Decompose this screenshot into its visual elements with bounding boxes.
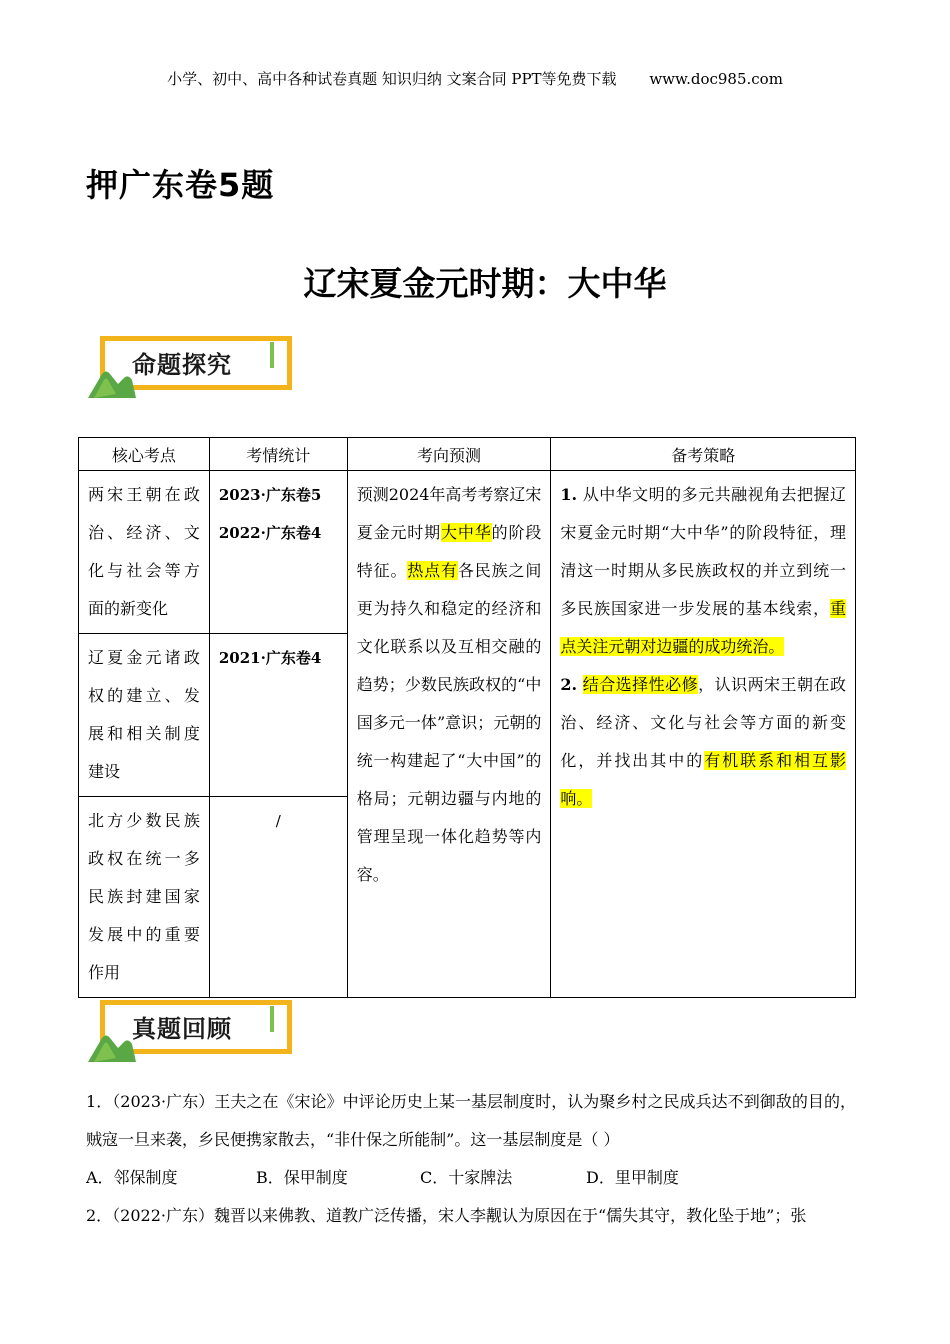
topic-cell: 辽夏金元诸政权的建立、发展和相关制度建设 (88, 648, 200, 781)
page-subtitle: 辽宋夏金元时期：大中华 (303, 264, 667, 303)
section-badge-explore (88, 336, 298, 402)
plan-table (78, 437, 856, 998)
forecast-text: 各民族之间更为持久和稳定的经济和文化联系以及互相交融的趋势；少数民族政权的“中国多元一体”意识；元朝的统一构建起了“大中国”的格局；元朝边疆与内地的管理呈现一体化趋势等内容。 (356, 561, 542, 884)
table-header-cell: 备考策略 (551, 438, 856, 471)
section-badge-review (88, 1000, 298, 1066)
badge-label: 命题探究 (132, 351, 232, 379)
badge-accent-bar (270, 342, 274, 368)
forecast-highlight: 大中华 (441, 523, 492, 542)
option-b[interactable]: B．保甲制度 (256, 1168, 348, 1187)
page-header (0, 68, 950, 89)
stat-cell (211, 472, 346, 556)
strategy-text: ，认识两宋王朝在政治、经济、文化与社会等方面的新变化，并找出其中的 (560, 675, 846, 770)
strategy-number: 2. (560, 675, 578, 694)
strategy-highlight: 重点关注元朝对边疆的成功统治。 (560, 599, 846, 656)
strategy-highlight: 结合选择性必修 (582, 675, 699, 694)
strategy-number: 1. (560, 485, 578, 504)
table-header-cell: 核心考点 (79, 438, 210, 471)
forecast-text: 预测2024年高考考察辽宋夏金元时期 (356, 485, 542, 542)
stat-cell: 2021·广东卷4 (218, 649, 322, 667)
forecast-highlight: 热点有 (407, 561, 458, 580)
strategy-text: 从中华文明的多元共融视角去把握辽宋夏金元时期“大中华”的阶段特征，理清这一时期从多民族政权的并立到统一多民族国家进一步发展的基本线索， (560, 485, 846, 618)
table-header-cell: 考向预测 (347, 438, 551, 471)
mountain-icon (88, 360, 136, 398)
question-1-options (86, 1159, 856, 1197)
topic-cell: 北方少数民族政权在统一多民族封建国家发展中的重要作用 (88, 811, 200, 982)
stat-line: 2022·广东卷4 (218, 524, 322, 542)
question-1: 1．（2023·广东）王夫之在《宋论》中评论历史上某一基层制度时，认为聚乡村之民成兵达不到御敌的目的，贼寇一旦来袭，乡民便携家散去，“非什保之所能制”。这一基层制度是（ ） (86, 1092, 856, 1149)
table-row (79, 471, 856, 634)
mountain-icon (88, 1024, 136, 1062)
table-header-cell: 考情统计 (209, 438, 347, 471)
page-title: 押广东卷5题 (86, 166, 275, 204)
forecast-cell (349, 472, 550, 898)
strategy-cell (552, 472, 854, 822)
forecast-text: 的阶段特征。 (356, 523, 542, 580)
option-a[interactable]: A．邻保制度 (86, 1168, 178, 1187)
stat-cell: / (275, 812, 281, 830)
option-d[interactable]: D．里甲制度 (586, 1168, 679, 1187)
question-list (86, 1083, 856, 1235)
header-url[interactable]: www.doc985.com (649, 70, 783, 88)
badge-accent-bar (270, 1006, 274, 1032)
question-2: 2．（2022·广东）魏晋以来佛教、道教广泛传播，宋人李觏认为原因在于“儒失其守，教化坠于地”；张 (86, 1206, 807, 1225)
header-text: 小学、初中、高中各种试卷真题 知识归纳 文案合同 PPT等免费下载 (167, 70, 617, 88)
topic-cell: 两宋王朝在政治、经济、文化与社会等方面的新变化 (88, 485, 200, 618)
option-c[interactable]: C．十家牌法 (420, 1168, 513, 1187)
strategy-highlight: 有机联系和相互影响。 (560, 751, 846, 808)
table-header-row (79, 438, 856, 471)
badge-label: 真题回顾 (132, 1015, 232, 1043)
stat-line: 2023·广东卷5 (218, 486, 322, 504)
